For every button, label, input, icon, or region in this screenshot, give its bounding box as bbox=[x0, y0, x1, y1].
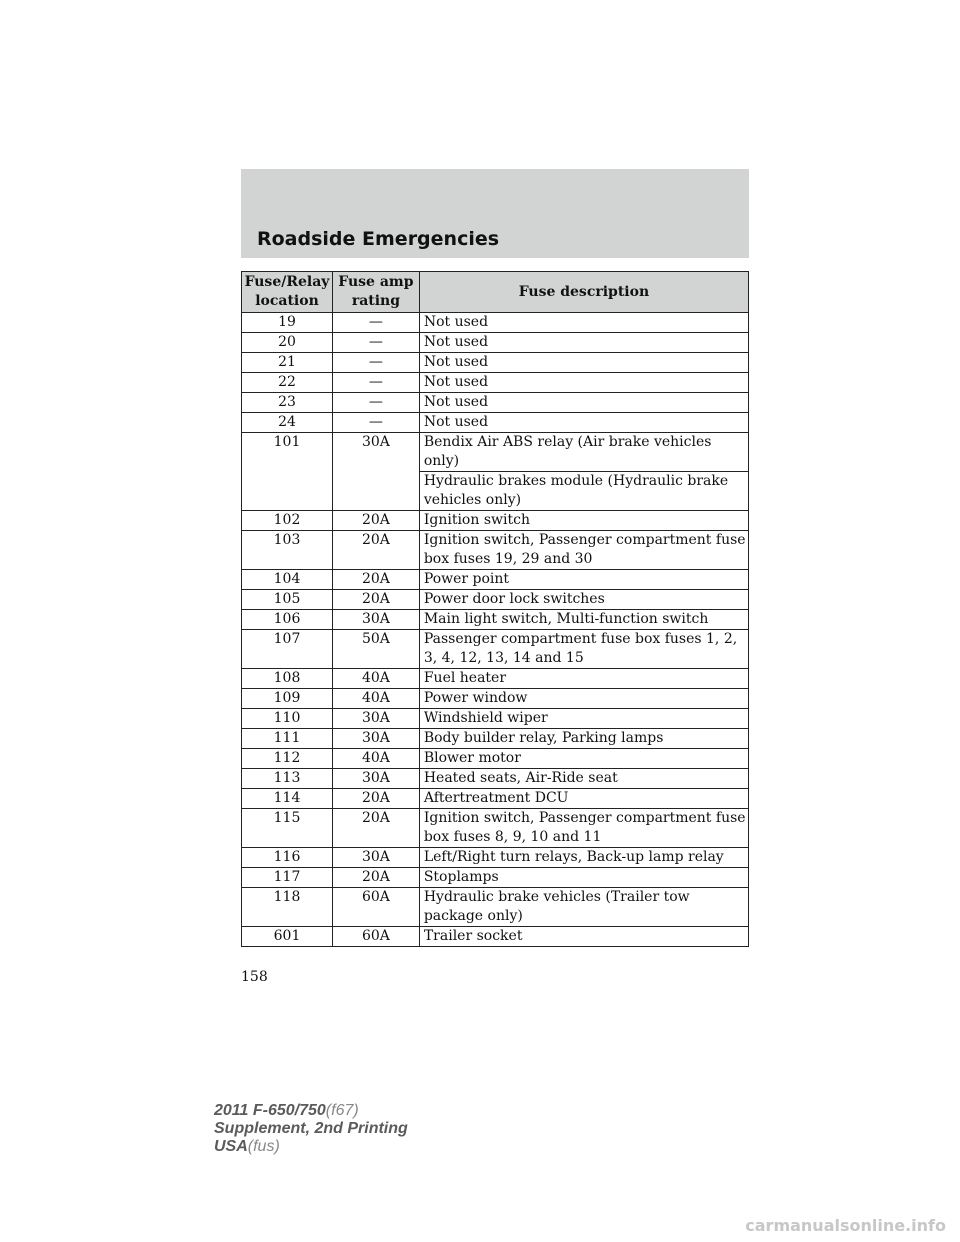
fuse-description-cell: Passenger compartment fuse box fuses 1, 2, 3, 4, 12, 13, 14 and 15 bbox=[419, 630, 748, 669]
fuse-location-cell: 111 bbox=[242, 729, 333, 749]
table-row bbox=[242, 590, 749, 610]
table-row bbox=[242, 511, 749, 531]
fuse-location-cell: 117 bbox=[242, 868, 333, 888]
fuse-location-cell: 113 bbox=[242, 769, 333, 789]
fuse-location-cell: 107 bbox=[242, 630, 333, 669]
table-row bbox=[242, 353, 749, 373]
fuse-location-cell: 104 bbox=[242, 570, 333, 590]
fuse-description-cell: Blower motor bbox=[419, 749, 748, 769]
fuse-description-cell: Heated seats, Air-Ride seat bbox=[419, 769, 748, 789]
table-row bbox=[242, 888, 749, 927]
fuse-description-cell: Windshield wiper bbox=[419, 709, 748, 729]
table-row bbox=[242, 413, 749, 433]
fuse-description-cell: Bendix Air ABS relay (Air brake vehicles only) bbox=[419, 433, 748, 472]
fuse-description-cell: Not used bbox=[419, 333, 748, 353]
footer-model-code: (f67) bbox=[325, 1102, 359, 1119]
fuse-rating-cell: 40A bbox=[332, 669, 419, 689]
table-row bbox=[242, 749, 749, 769]
fuse-rating-cell: 60A bbox=[332, 927, 419, 947]
fuse-rating-cell: 30A bbox=[332, 610, 419, 630]
table-row bbox=[242, 689, 749, 709]
page-number: 158 bbox=[241, 969, 268, 985]
fuse-rating-cell: — bbox=[332, 333, 419, 353]
table-row bbox=[242, 333, 749, 353]
print-footer bbox=[214, 1102, 408, 1156]
watermark: carmanualsonline.info bbox=[745, 1216, 946, 1235]
fuse-location-cell: 20 bbox=[242, 333, 333, 353]
fuse-description-cell: Not used bbox=[419, 413, 748, 433]
fuse-rating-cell: 20A bbox=[332, 531, 419, 570]
fuse-location-cell: 112 bbox=[242, 749, 333, 769]
fuse-location-cell: 19 bbox=[242, 313, 333, 333]
fuse-rating-cell: 40A bbox=[332, 689, 419, 709]
fuse-location-cell: 115 bbox=[242, 809, 333, 848]
fuse-rating-cell: 30A bbox=[332, 709, 419, 729]
fuse-rating-cell: 60A bbox=[332, 888, 419, 927]
fuse-rating-cell: 50A bbox=[332, 630, 419, 669]
fuse-location-cell: 109 bbox=[242, 689, 333, 709]
fuse-location-cell: 24 bbox=[242, 413, 333, 433]
footer-model: 2011 F-650/750 bbox=[214, 1102, 326, 1119]
fuse-description-cell: Aftertreatment DCU bbox=[419, 789, 748, 809]
table-row bbox=[242, 769, 749, 789]
table-row bbox=[242, 789, 749, 809]
fuse-location-cell: 22 bbox=[242, 373, 333, 393]
table-row bbox=[242, 709, 749, 729]
column-header-location: Fuse/Relay location bbox=[242, 272, 333, 313]
fuse-location-cell: 116 bbox=[242, 848, 333, 868]
fuse-rating-cell: 20A bbox=[332, 511, 419, 531]
table-row bbox=[242, 373, 749, 393]
column-header-rating: Fuse amp rating bbox=[332, 272, 419, 313]
footer-market-code: (fus) bbox=[247, 1138, 280, 1155]
fuse-location-cell: 21 bbox=[242, 353, 333, 373]
footer-printing: Supplement, 2nd Printing bbox=[214, 1120, 408, 1137]
table-row bbox=[242, 630, 749, 669]
fuse-rating-cell: — bbox=[332, 393, 419, 413]
table-row bbox=[242, 927, 749, 947]
fuse-location-cell: 105 bbox=[242, 590, 333, 610]
fuse-rating-cell: 20A bbox=[332, 590, 419, 610]
table-row bbox=[242, 433, 749, 472]
fuse-location-cell: 114 bbox=[242, 789, 333, 809]
table-row bbox=[242, 809, 749, 848]
fuse-rating-cell: — bbox=[332, 373, 419, 393]
fuse-description-cell: Trailer socket bbox=[419, 927, 748, 947]
fuse-rating-cell: 20A bbox=[332, 868, 419, 888]
fuse-location-cell: 103 bbox=[242, 531, 333, 570]
table-row bbox=[242, 848, 749, 868]
table-row bbox=[242, 868, 749, 888]
fuse-description-cell: Power door lock switches bbox=[419, 590, 748, 610]
fuse-rating-cell: — bbox=[332, 313, 419, 333]
fuse-location-cell: 23 bbox=[242, 393, 333, 413]
table-row bbox=[242, 313, 749, 333]
fuse-description-cell: Not used bbox=[419, 353, 748, 373]
table-header-row bbox=[242, 272, 749, 313]
fuse-description-cell: Fuel heater bbox=[419, 669, 748, 689]
fuse-description-cell: Ignition switch bbox=[419, 511, 748, 531]
fuse-location-cell: 108 bbox=[242, 669, 333, 689]
fuse-rating-cell: — bbox=[332, 413, 419, 433]
fuse-description-cell: Power window bbox=[419, 689, 748, 709]
footer-market: USA bbox=[214, 1138, 248, 1155]
fuse-rating-cell: 30A bbox=[332, 433, 419, 511]
fuse-rating-cell: 20A bbox=[332, 809, 419, 848]
fuse-description-cell: Stoplamps bbox=[419, 868, 748, 888]
table-row bbox=[242, 393, 749, 413]
fuse-description-cell: Ignition switch, Passenger compartment fuse box fuses 19, 29 and 30 bbox=[419, 531, 748, 570]
fuse-location-cell: 601 bbox=[242, 927, 333, 947]
fuse-description-cell: Not used bbox=[419, 393, 748, 413]
fuse-description-cell: Main light switch, Multi-function switch bbox=[419, 610, 748, 630]
fuse-description-cell: Hydraulic brake vehicles (Trailer tow package only) bbox=[419, 888, 748, 927]
section-title: Roadside Emergencies bbox=[257, 228, 500, 250]
fuse-location-cell: 118 bbox=[242, 888, 333, 927]
fuse-description-cell: Not used bbox=[419, 373, 748, 393]
fuse-rating-cell: 30A bbox=[332, 848, 419, 868]
table-row bbox=[242, 570, 749, 590]
fuse-description-cell: Power point bbox=[419, 570, 748, 590]
fuse-location-cell: 101 bbox=[242, 433, 333, 511]
fuse-location-cell: 110 bbox=[242, 709, 333, 729]
fuse-rating-cell: 20A bbox=[332, 570, 419, 590]
fuse-description-cell: Ignition switch, Passenger compartment fuse box fuses 8, 9, 10 and 11 bbox=[419, 809, 748, 848]
table-row bbox=[242, 669, 749, 689]
fuse-description-cell: Body builder relay, Parking lamps bbox=[419, 729, 748, 749]
fuse-table-body bbox=[242, 313, 749, 947]
fuse-rating-cell: — bbox=[332, 353, 419, 373]
fuse-description-cell: Not used bbox=[419, 313, 748, 333]
fuse-rating-cell: 20A bbox=[332, 789, 419, 809]
table-row bbox=[242, 531, 749, 570]
table-row bbox=[242, 610, 749, 630]
column-header-description: Fuse description bbox=[419, 272, 748, 313]
fuse-rating-cell: 30A bbox=[332, 769, 419, 789]
fuse-location-cell: 102 bbox=[242, 511, 333, 531]
fuse-description-cell: Hydraulic brakes module (Hydraulic brake vehicles only) bbox=[419, 472, 748, 511]
fuse-rating-cell: 30A bbox=[332, 729, 419, 749]
fuse-description-cell: Left/Right turn relays, Back-up lamp relay bbox=[419, 848, 748, 868]
fuse-location-cell: 106 bbox=[242, 610, 333, 630]
table-row bbox=[242, 729, 749, 749]
fuse-rating-cell: 40A bbox=[332, 749, 419, 769]
fuse-table bbox=[241, 271, 749, 947]
